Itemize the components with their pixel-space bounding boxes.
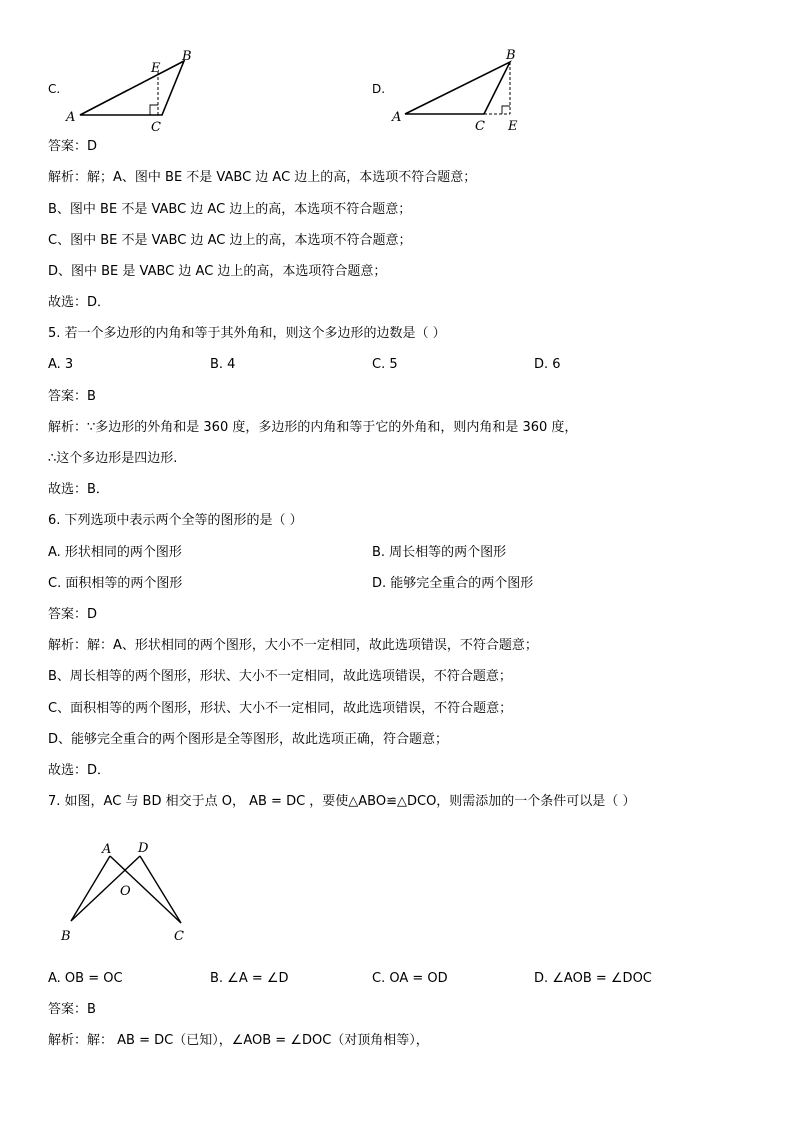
q6-answer: 答案：D [48,607,98,622]
q5-option-c: C. 5 [372,357,398,372]
point-o-label: O [120,884,131,899]
point-a-label: A [392,110,402,125]
q6-stem: 6. 下列选项中表示两个全等的图形的是（ ） [48,513,303,528]
point-e-label: E [508,119,518,134]
q6-option-c: C. 面积相等的两个图形 [48,576,183,591]
q7-stem: 7. 如图，AC 与 BD 相交于点 O， AB = DC ，要使△ABO≌△DCO，则需添加的一个条件可以是（ ） [48,794,636,809]
q7-answer: 答案：B [48,1002,96,1017]
point-e-label: E [151,61,161,76]
q7-option-a: A. OB = OC [48,971,123,986]
q4-analysis-line: 解析：解；A、图中 BE 不是 VABC 边 AC 边上的高，本选项不符合题意； [48,170,477,185]
q6-option-b: B. 周长相等的两个图形 [372,545,507,560]
q6-analysis-line: 解析：解：A、形状相同的两个图形，大小不一定相同，故此选项错误，不符合题意； [48,638,538,653]
q5-option-b: B. 4 [210,357,236,372]
q6-analysis-line: B、周长相等的两个图形，形状、大小不一定相同，故此选项错误，不符合题意； [48,669,512,684]
q4-answer: 答案：D [48,139,98,154]
q5-analysis-line: 解析：∵多边形的外角和是 360 度，多边形的内角和等于它的外角和，则内角和是 360 度， [48,420,578,435]
q4-conclusion: 故选：D． [48,295,111,310]
q5-answer: 答案：B [48,389,96,404]
q6-conclusion: 故选：D． [48,763,111,778]
q5-analysis-line: ∴这个多边形是四边形. [48,451,178,466]
point-c-label: C [475,119,485,134]
point-b-label: B [182,49,192,64]
q7-option-c: C. OA = OD [372,971,448,986]
q5-conclusion: 故选：B． [48,482,109,497]
q5-option-a: A. 3 [48,357,74,372]
q7-analysis-line: 解析：解： AB = DC（已知），∠AOB = ∠DOC（对顶角相等）， [48,1033,429,1048]
option-d-figure-label: D. [372,82,386,96]
q6-analysis-line: C、面积相等的两个图形，形状、大小不一定相同，故此选项错误，不符合题意； [48,701,513,716]
q7-option-b: B. ∠A = ∠D [210,971,289,986]
point-d-label: D [138,841,149,856]
q7-option-d: D. ∠AOB = ∠DOC [534,971,652,986]
q4-analysis-line: B、图中 BE 不是 VABC 边 AC 边上的高，本选项不符合题意； [48,202,412,217]
q4-analysis-line: C、图中 BE 不是 VABC 边 AC 边上的高，本选项不符合题意； [48,233,412,248]
point-b-label: B [61,929,71,944]
point-c-label: C [174,929,184,944]
q6-option-a: A. 形状相同的两个图形 [48,545,182,560]
q5-option-d: D. 6 [534,357,561,372]
point-a-label: A [102,842,112,857]
point-b-label: B [506,48,516,63]
point-a-label: A [66,110,76,125]
option-c-figure-label: C. [48,82,61,96]
q6-option-d: D. 能够完全重合的两个图形 [372,576,534,591]
q5-stem: 5. 若一个多边形的内角和等于其外角和，则这个多边形的边数是（ ） [48,326,446,341]
q6-analysis-line: D、能够完全重合的两个图形是全等图形，故此选项正确，符合题意； [48,732,449,747]
q4-analysis-line: D、图中 BE 是 VABC 边 AC 边上的高，本选项符合题意； [48,264,387,279]
point-c-label: C [151,120,161,135]
